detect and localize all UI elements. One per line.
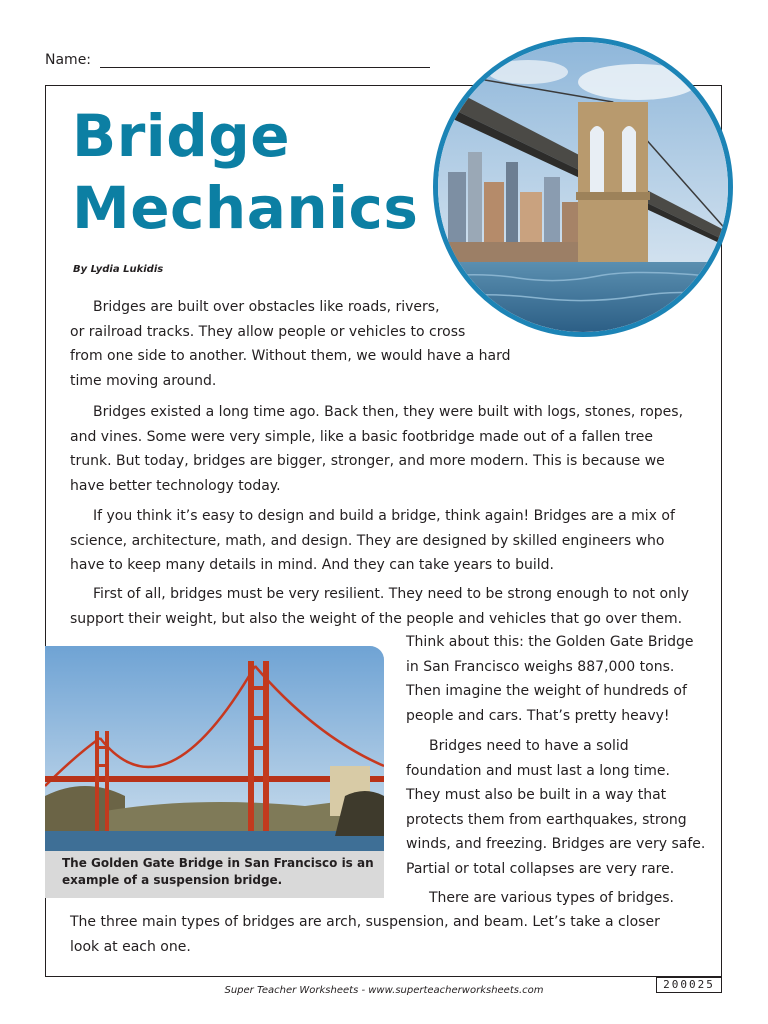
paragraph-line: time moving around. [70, 372, 217, 389]
name-line [100, 67, 430, 68]
paragraph-4-continued [406, 630, 693, 728]
paragraph-5 [406, 734, 705, 881]
footer-text: Super Teacher Worksheets - www.superteacherworksheets.com [224, 985, 544, 996]
paragraph-4 [70, 582, 689, 631]
worksheet-code: 200025 [656, 977, 722, 993]
paragraph-6 [70, 910, 660, 959]
paragraph-line: There are various types of bridges. [429, 890, 674, 906]
paragraph-line: Then imagine the weight of hundreds of [406, 683, 687, 699]
paragraph-line: Partial or total collapses are very rare. [406, 860, 675, 877]
paragraph-line: foundation and must last a long time. [406, 762, 670, 779]
photo-caption: The Golden Gate Bridge in San Francisco is an example of a suspension bridge. [62, 856, 374, 887]
paragraph-6-start [406, 886, 674, 911]
paragraph-line: Bridges are built over obstacles like roads, rivers, [93, 299, 440, 315]
paragraph-line: have to keep many details in mind. And they can take years to build. [70, 557, 554, 573]
title-line-1: Bridge [72, 102, 291, 170]
paragraph-line: science, architecture, math, and design. They are designed by skilled engineers who [70, 532, 665, 549]
page-title [72, 100, 418, 244]
paragraph-line: The three main types of bridges are arch, suspension, and beam. Let’s take a closer [70, 914, 660, 930]
paragraph-line: support their weight, but also the weight of the people and vehicles that go over them. [70, 610, 683, 627]
brooklyn-bridge-illustration [438, 42, 728, 332]
paragraph-line: protects them from earthquakes, strong [406, 811, 687, 828]
paragraph-line: Bridges need to have a solid [429, 738, 629, 754]
paragraph-line: look at each one. [70, 938, 191, 955]
brooklyn-bridge-photo [433, 37, 733, 337]
paragraph-line: trunk. But today, bridges are bigger, stronger, and more modern. This is because we [70, 453, 665, 469]
paragraph-line: people and cars. That’s pretty heavy! [406, 707, 670, 724]
name-label: Name: [45, 52, 92, 68]
paragraph-line: They must also be built in a way that [406, 787, 667, 803]
paragraph-line: from one side to another. Without them, we would have a hard [70, 348, 511, 364]
paragraph-line: Think about this: the Golden Gate Bridge [406, 634, 694, 650]
paragraph-line: and vines. Some were very simple, like a basic footbridge made out of a fallen tree [70, 428, 653, 445]
paragraph-line: If you think it’s easy to design and build a bridge, think again! Bridges are a mix of [93, 508, 675, 524]
paragraph-line: or railroad tracks. They allow people or vehicles to cross [70, 323, 466, 340]
paragraph-line: have better technology today. [70, 477, 281, 494]
golden-gate-illustration [45, 646, 384, 851]
paragraph-line: winds, and freezing. Bridges are very safe. [406, 836, 706, 852]
paragraph-1 [70, 295, 511, 393]
paragraph-line: Bridges existed a long time ago. Back then, they were built with logs, stones, ropes, [93, 404, 684, 420]
paragraph-2 [70, 400, 683, 498]
title-line-2: Mechanics [72, 174, 419, 242]
paragraph-line: First of all, bridges must be very resilient. They need to be strong enough to not only [93, 586, 690, 602]
byline: By Lydia Lukidis [73, 264, 164, 275]
paragraph-line: in San Francisco weighs 887,000 tons. [406, 658, 675, 675]
paragraph-3 [70, 504, 675, 578]
